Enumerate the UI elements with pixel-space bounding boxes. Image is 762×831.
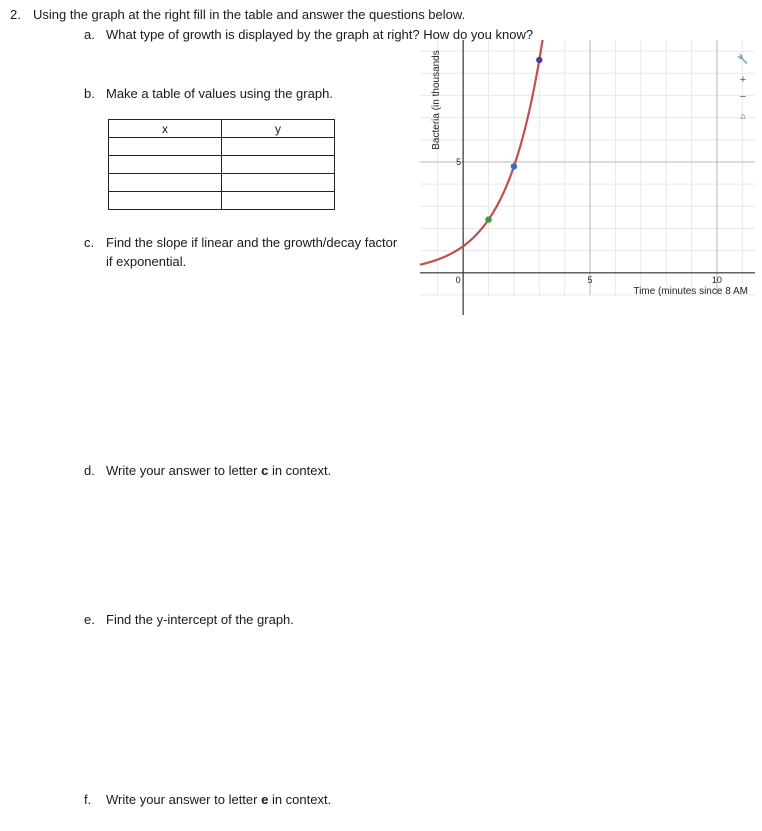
part-d-letter: d. [84, 463, 95, 478]
grid-major [420, 40, 755, 295]
part-c-text-line1: Find the slope if linear and the growth/decay factor [106, 235, 398, 250]
grid-minor [420, 40, 755, 295]
tick-labels [456, 157, 722, 285]
part-b-text: Make a table of values using the graph. [106, 86, 333, 101]
graph-toolbar [737, 53, 748, 121]
part-d-text-post: in context. [268, 463, 332, 478]
table-cell[interactable] [222, 192, 335, 210]
part-a-text: What type of growth is displayed by the graph at right? How do you know? [106, 27, 534, 42]
part-f-text [106, 792, 331, 807]
part-d-bold: c [261, 463, 269, 478]
part-f-bold: e [261, 792, 269, 807]
data-point-1 [485, 216, 491, 222]
question-prompt: Using the graph at the right fill in the table and answer the questions below. [33, 7, 466, 22]
part-d-text [106, 463, 331, 478]
axes [420, 40, 755, 315]
bacteria-growth-chart[interactable] [420, 40, 760, 315]
part-e-text: Find the y-intercept of the graph. [106, 612, 294, 627]
table-cell[interactable] [222, 174, 335, 192]
table-header-x: x [109, 120, 222, 138]
part-c-text-line2: if exponential. [106, 254, 187, 269]
data-point-3 [536, 57, 542, 63]
part-b-letter: b. [84, 86, 95, 101]
table-header-y: y [222, 120, 335, 138]
wrench-icon[interactable]: 🔧 [737, 54, 749, 64]
table-cell[interactable] [109, 156, 222, 174]
table-row [109, 138, 335, 156]
table-cell[interactable] [109, 192, 222, 210]
table-cell[interactable] [109, 174, 222, 192]
table-row [109, 156, 335, 174]
table-cell[interactable] [109, 138, 222, 156]
part-c-letter: c. [84, 235, 95, 250]
table-cell[interactable] [222, 156, 335, 174]
question-number: 2. [10, 7, 21, 22]
part-f-letter: f. [84, 792, 92, 807]
part-a-letter: a. [84, 27, 95, 42]
part-e-letter: e. [84, 612, 95, 627]
zoom-in-icon[interactable]: + [739, 74, 747, 86]
home-icon[interactable]: ⌂ [740, 111, 746, 121]
table-header-row [109, 120, 335, 138]
values-table [108, 119, 335, 210]
part-f-text-post: in context. [268, 792, 332, 807]
table-cell[interactable] [222, 138, 335, 156]
part-d-text-pre: Write your answer to letter [106, 463, 262, 478]
part-f-text-pre: Write your answer to letter [106, 792, 262, 807]
x-tick-10: 10 [711, 274, 722, 285]
x-axis-label: Time (minutes since 8 AM [633, 285, 748, 297]
x-tick-5: 5 [587, 274, 593, 285]
data-point-2 [511, 163, 517, 169]
zoom-out-icon[interactable]: − [739, 91, 747, 103]
table-row [109, 192, 335, 210]
x-tick-0: 0 [455, 274, 461, 285]
table-row [109, 174, 335, 192]
y-tick-5: 5 [456, 156, 462, 167]
y-axis-label: Bacteria (in thousands [431, 50, 443, 150]
